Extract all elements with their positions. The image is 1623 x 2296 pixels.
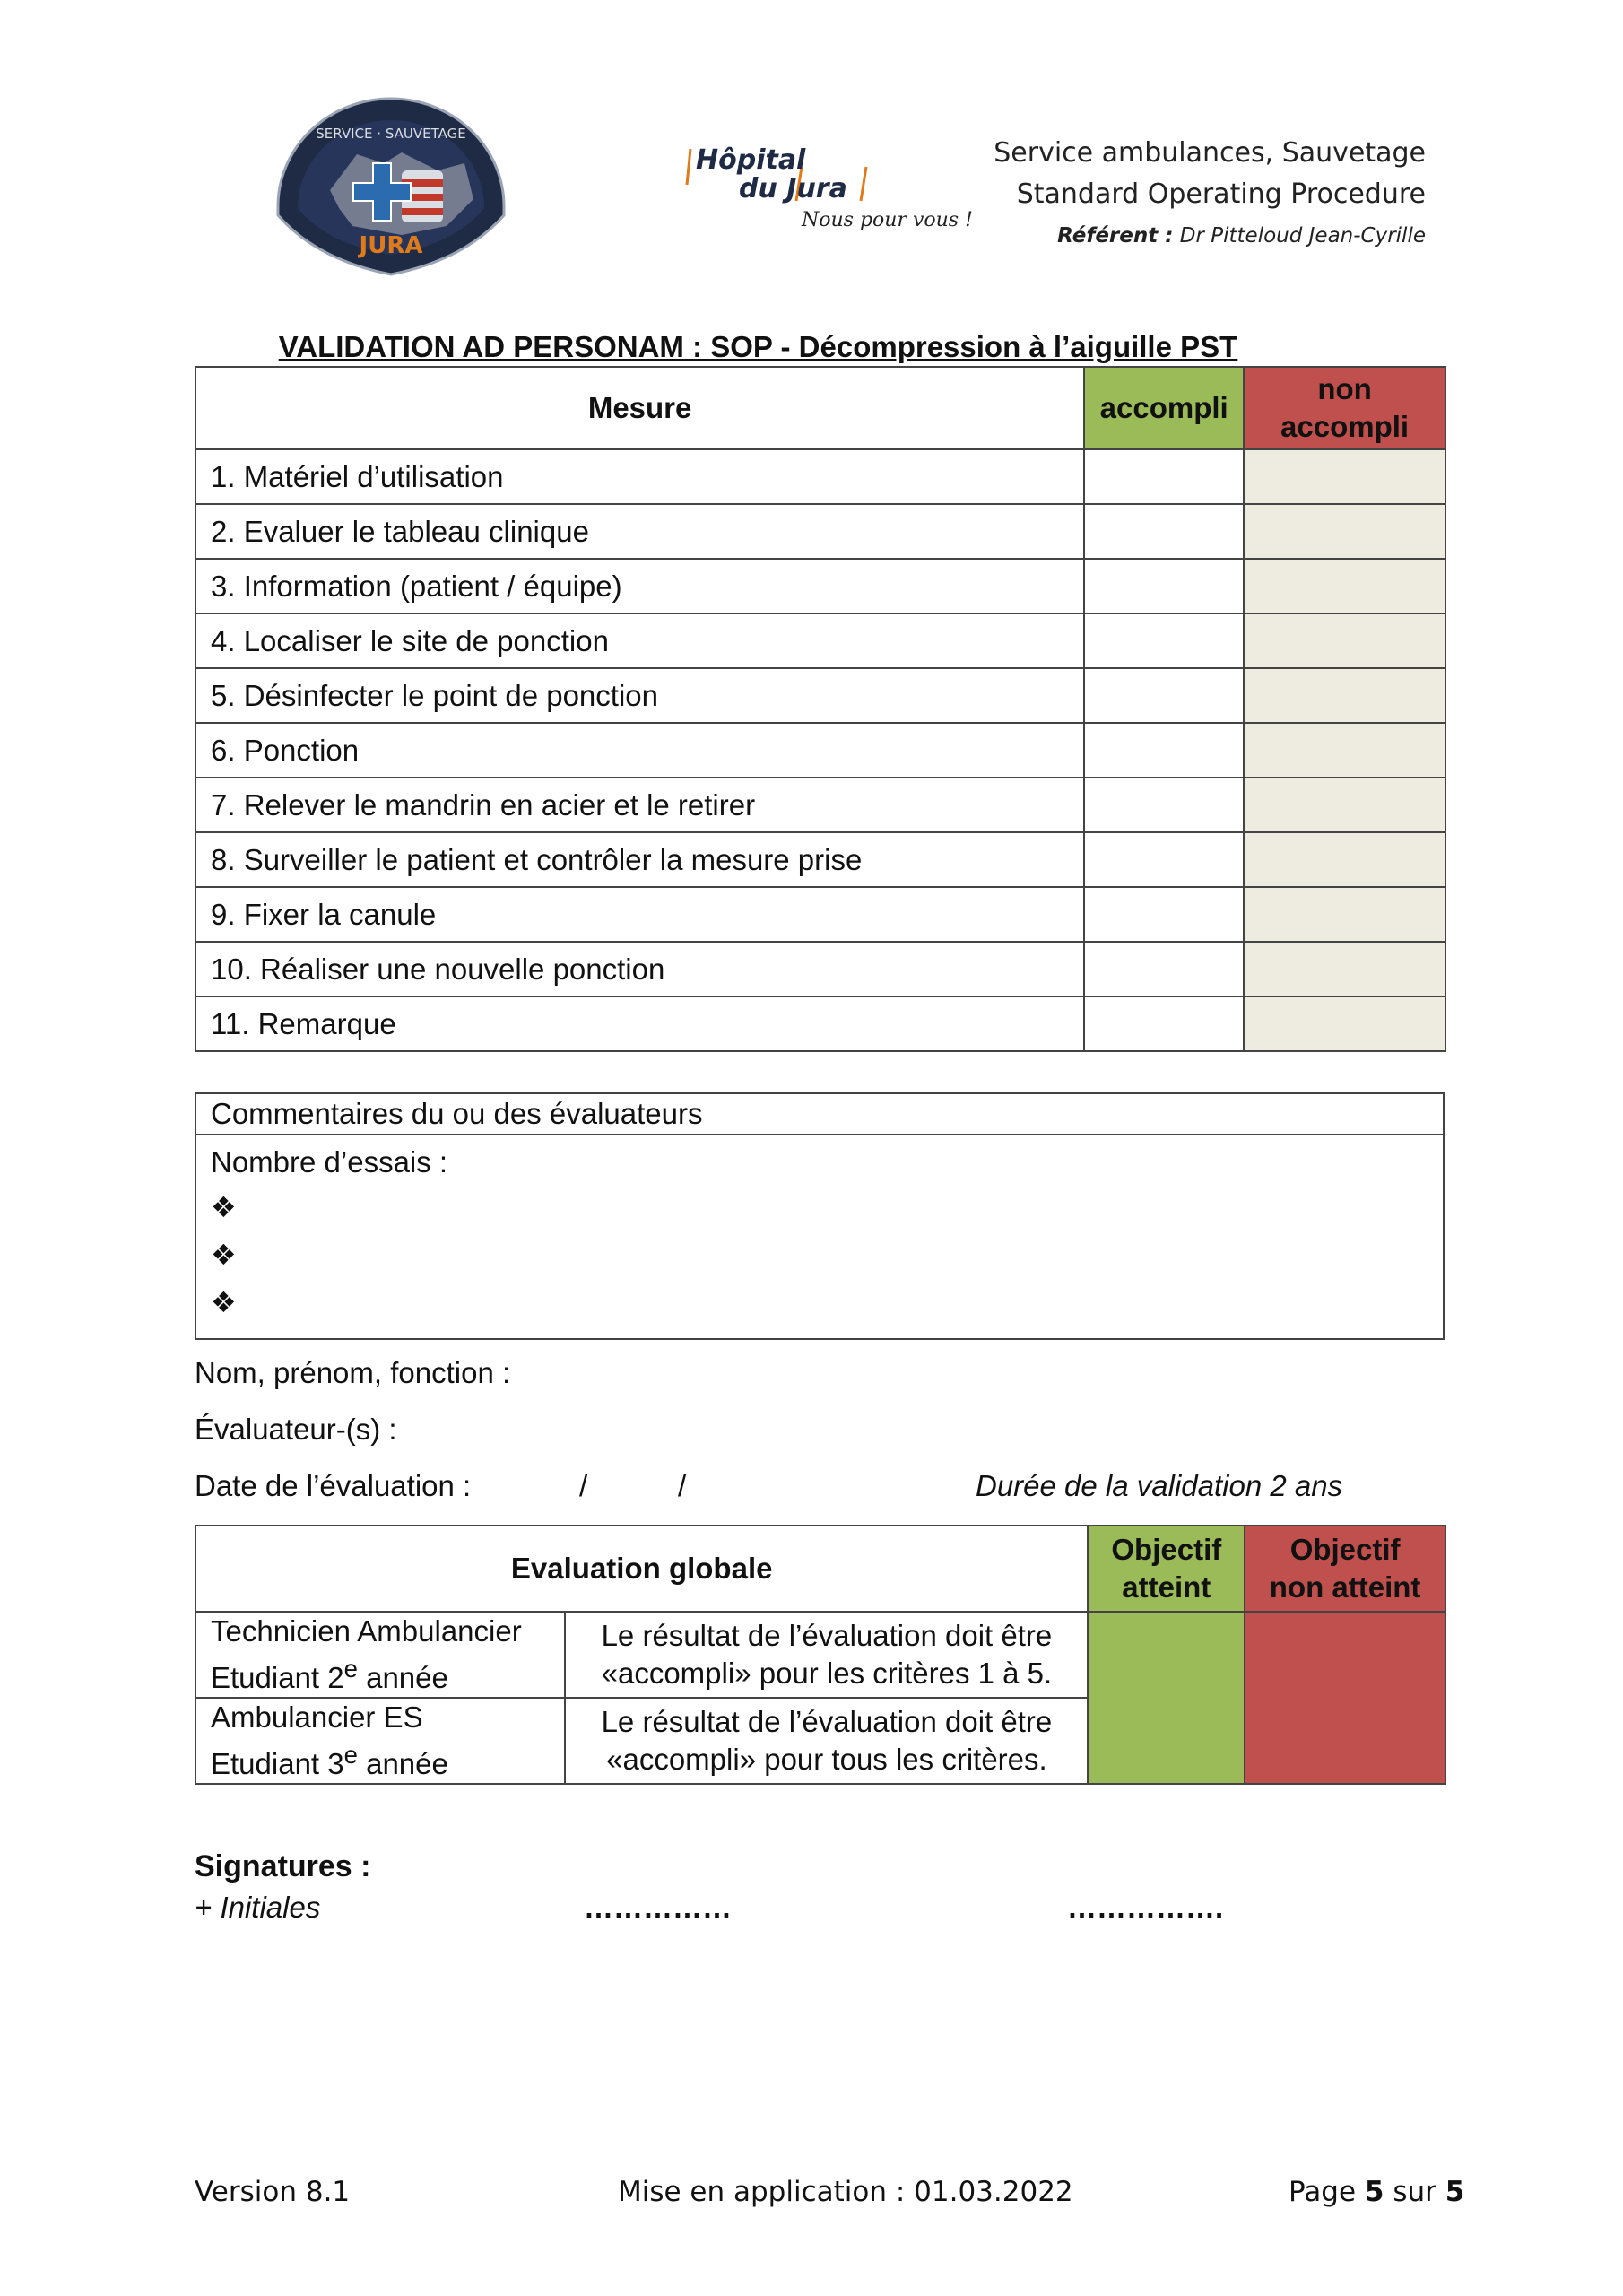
logo-dujura-text: du Jura [739,173,847,204]
logo-hopital-text: Hôpital [696,144,806,176]
comment-bullet: ❖ [211,1239,237,1271]
accompli-checkbox-cell[interactable] [1084,887,1244,942]
date-slash: / [678,1469,687,1502]
non-accompli-checkbox-cell[interactable] [1244,996,1445,1051]
sop-subtitle: Standard Operating Procedure [1016,178,1426,210]
role-student-year: année [357,1747,448,1780]
accompli-checkbox-cell[interactable] [1084,778,1244,832]
accompli-checkbox-cell[interactable] [1084,832,1244,887]
role-cell [195,1612,565,1698]
measure-cell: 3. Information (patient / équipe) [195,559,1084,613]
document-title: VALIDATION AD PERSONAM : SOP - Décompression à l’aiguille PST [278,330,1238,363]
accompli-column-header: accompli [1084,367,1244,449]
role-student-sup: e [343,1655,358,1683]
signature-line[interactable]: ……………. [1067,1891,1224,1924]
referent-label: Référent : [1057,224,1174,248]
non-accompli-checkbox-cell[interactable] [1244,559,1445,613]
non-accompli-checkbox-cell[interactable] [1244,504,1445,559]
non-accompli-checkbox-cell[interactable] [1244,613,1445,668]
objective-reached-header [1088,1526,1245,1612]
service-name: Service ambulances, Sauvetage [994,137,1426,169]
rule-cell [565,1612,1088,1698]
non-accompli-checkbox-cell[interactable] [1244,723,1445,778]
accompli-checkbox-cell[interactable] [1084,504,1244,559]
referent [994,215,1426,257]
role-student [211,1655,448,1694]
non-accompli-checkbox-cell[interactable] [1244,449,1445,504]
page-current: 5 [1364,2176,1384,2208]
non-atteint-label: non atteint [1269,1570,1421,1604]
role-student [211,1741,448,1780]
role-student-year: année [357,1661,448,1694]
measure-cell: 5. Désinfecter le point de ponction [195,668,1084,723]
objective-reached-cell[interactable] [1088,1612,1245,1784]
non-accompli-checkbox-cell[interactable] [1244,668,1445,723]
measure-cell: 11. Remarque [195,996,1084,1051]
rule-line: Le résultat de l’évaluation doit être [601,1619,1053,1652]
non-accompli-checkbox-cell[interactable] [1244,778,1445,832]
footer-version: Version 8.1 [195,2176,351,2208]
footer-application-date: Mise en application : 01.03.2022 [618,2176,1073,2208]
evaluator-comments-box [195,1092,1445,1340]
page-total: 5 [1445,2176,1465,2208]
logo-slogan-text: Nous pour vous ! [802,209,973,231]
role-student-sup: e [343,1741,358,1769]
table-row [195,559,1445,613]
comment-bullet: ❖ [211,1286,237,1318]
initials-label: + Initiales [195,1891,321,1924]
comments-title: Commentaires du ou des évaluateurs [196,1094,1443,1135]
hopital-du-jura-logo [685,136,973,244]
table-row [195,723,1445,778]
rule-line: «accompli» pour les critères 1 à 5. [601,1657,1053,1690]
referent-name: Dr Pitteloud Jean-Cyrille [1179,224,1426,248]
global-evaluation-table [195,1525,1446,1785]
atteint-label: atteint [1122,1570,1211,1604]
role-cell [195,1698,565,1784]
accompli-checkbox-cell[interactable] [1084,559,1244,613]
date-slash: / [579,1469,588,1502]
page-prefix: Page [1289,2176,1365,2208]
measure-cell: 4. Localiser le site de ponction [195,613,1084,668]
measure-cell: 2. Evaluer le tableau clinique [195,504,1084,559]
accompli-checkbox-cell[interactable] [1084,942,1244,996]
rule-line: «accompli» pour tous les critères. [606,1743,1047,1776]
eval-header-row [195,1526,1445,1612]
signatures-label: Signatures : [195,1849,371,1883]
table-row [195,942,1445,996]
table-row [195,778,1445,832]
objectif-label: Objectif [1289,1533,1401,1566]
table-row [195,668,1445,723]
objective-not-reached-cell[interactable] [1245,1612,1445,1784]
measure-cell: 10. Réaliser une nouvelle ponction [195,942,1084,996]
attempts-label: Nombre d’essais : [211,1145,448,1178]
measures-header-row [195,367,1445,449]
signature-line[interactable]: …………… [584,1891,732,1924]
logo-arc-text: SERVICE · SAUVETAGE [316,126,466,142]
global-evaluation-header: Evaluation globale [195,1526,1088,1612]
measure-cell: 8. Surveiller le patient et contrôler la mesure prise [195,832,1084,887]
date-field-label: Date de l’évaluation : [195,1469,472,1502]
table-row [195,996,1445,1051]
comments-body[interactable] [196,1135,1443,1338]
accompli-checkbox-cell[interactable] [1084,723,1244,778]
accompli-checkbox-cell[interactable] [1084,996,1244,1051]
footer-page-number [1289,2176,1464,2208]
comment-bullet: ❖ [211,1191,237,1223]
measure-cell: 9. Fixer la canule [195,887,1084,942]
header-service-info [994,133,1426,257]
measure-cell: 1. Matériel d’utilisation [195,449,1084,504]
measures-table [195,366,1446,1052]
accompli-checkbox-cell[interactable] [1084,449,1244,504]
rule-line: Le résultat de l’évaluation doit être [601,1705,1053,1738]
sauvetage-jura-logo [267,100,515,276]
non-accompli-column-header [1244,367,1445,449]
name-field-label: Nom, prénom, fonction : [195,1356,511,1389]
non-accompli-checkbox-cell[interactable] [1244,942,1445,996]
table-row [195,504,1445,559]
non-label: non [1317,372,1372,405]
role-student-text: Etudiant 2 [211,1661,344,1694]
table-row [195,887,1445,942]
objectif-label: Objectif [1111,1533,1222,1566]
table-row [195,613,1445,668]
role-title: Ambulancier ES [211,1700,423,1734]
evaluator-field-label: Évaluateur-(s) : [195,1413,397,1446]
page-mid: sur [1384,2176,1445,2208]
accompli-checkbox-cell[interactable] [1084,613,1244,668]
non-accompli-checkbox-cell[interactable] [1244,832,1445,887]
accompli-label: accompli [1280,410,1410,443]
non-accompli-checkbox-cell[interactable] [1244,887,1445,942]
role-student-text: Etudiant 3 [211,1747,344,1780]
eval-row-technicien [195,1612,1445,1698]
objective-not-reached-header [1245,1526,1445,1612]
logo-jura-text: JURA [359,232,423,259]
validation-duration: Durée de la validation 2 ans [976,1469,1343,1502]
accompli-checkbox-cell[interactable] [1084,668,1244,723]
table-row [195,449,1445,504]
rule-cell [565,1698,1088,1784]
role-title: Technicien Ambulancier [211,1614,522,1648]
measure-cell: 6. Ponction [195,723,1084,778]
table-row [195,832,1445,887]
measure-cell: 7. Relever le mandrin en acier et le retirer [195,778,1084,832]
measure-column-header: Mesure [195,367,1084,449]
